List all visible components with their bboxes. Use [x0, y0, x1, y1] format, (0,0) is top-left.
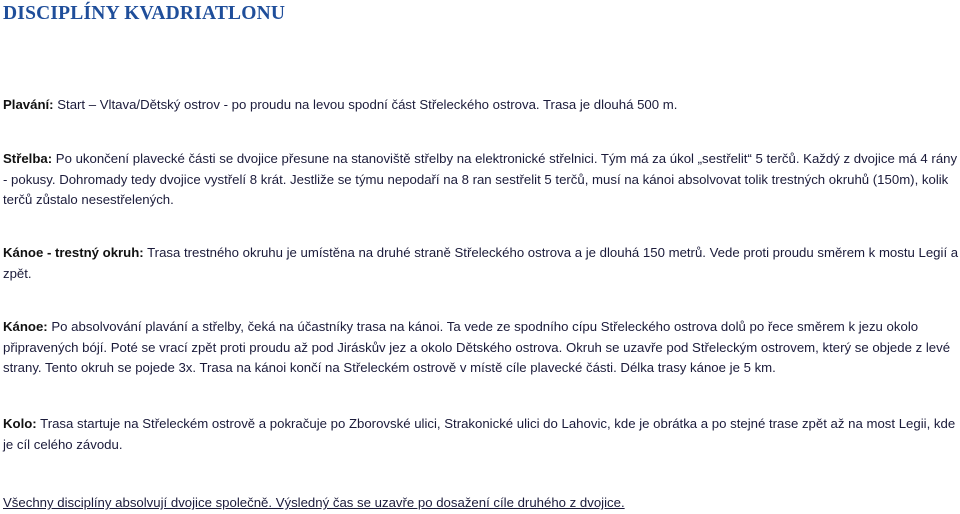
kanoe-trest-label: Kánoe - trestný okruh:: [3, 245, 144, 260]
kanoe-label: Kánoe:: [3, 319, 48, 334]
strelba-label: Střelba:: [3, 151, 53, 166]
footer-note: Všechny disciplíny absolvují dvojice společně. Výsledný čas se uzavře po dosažení cíle druhého z dvojice.: [3, 495, 625, 510]
paragraph-kolo: [3, 414, 959, 455]
plavani-text: Start – Vltava/Dětský ostrov - po proudu na levou spodní část Střeleckého ostrova. Trasa je dlouhá 500 m.: [53, 97, 678, 112]
kanoe-trest-text: Trasa trestného okruhu je umístěna na druhé straně Střeleckého ostrova a je dlouhá 150 metrů. Vede proti proudu směrem k mostu Legií a zpět.: [3, 245, 959, 281]
kanoe-text: Po absolvování plavání a střelby, čeká na účastníky trasa na kánoi. Ta vede ze spodního cípu Střeleckého ostrova dolů po řece směrem k jezu okolo připravených bójí. Poté se vrací zpět proti proudu až pod Jiráskův jez a okolo Dětského ostrova. Okruh se uzavře pod Střeleckým ostrovem, který se objede z levé strany. Tento okruh se pojede 3x. Trasa na kánoi končí na Střeleckém ostrově v místě cíle plavecké části. Délka trasy kánoe je 5 km.: [3, 319, 951, 375]
strelba-text: Po ukončení plavecké části se dvojice přesune na stanoviště střelby na elektronické střelnici. Tým má za úkol „sestřelit“ 5 terčů. Každý z dvojice má 4 rány - pokusy. Dohromady tedy dvojice vystřelí 8 krát. Jestliže se týmu nepodaří na 8 ran sestřelit 5 terčů, musí na kánoi absolvovat tolik trestných okruhů (150m), kolik terčů zůstalo nesestřelených.: [3, 151, 958, 207]
kolo-text: Trasa startuje na Střeleckém ostrově a pokračuje po Zborovské ulici, Strakonické ulici do Lahovic, kde je obrátka a po stejné trase zpět až na most Legii, kde je cíl celého závodu.: [3, 416, 956, 452]
paragraph-kanoe: [3, 317, 959, 379]
paragraph-plavani: [3, 95, 959, 116]
document-title: DISCIPLÍNY KVADRIATLONU: [3, 3, 286, 24]
paragraph-strelba: [3, 149, 959, 211]
plavani-label: Plavání:: [3, 97, 54, 112]
kolo-label: Kolo:: [3, 416, 37, 431]
paragraph-kanoe-trestny-okruh: [3, 243, 959, 284]
